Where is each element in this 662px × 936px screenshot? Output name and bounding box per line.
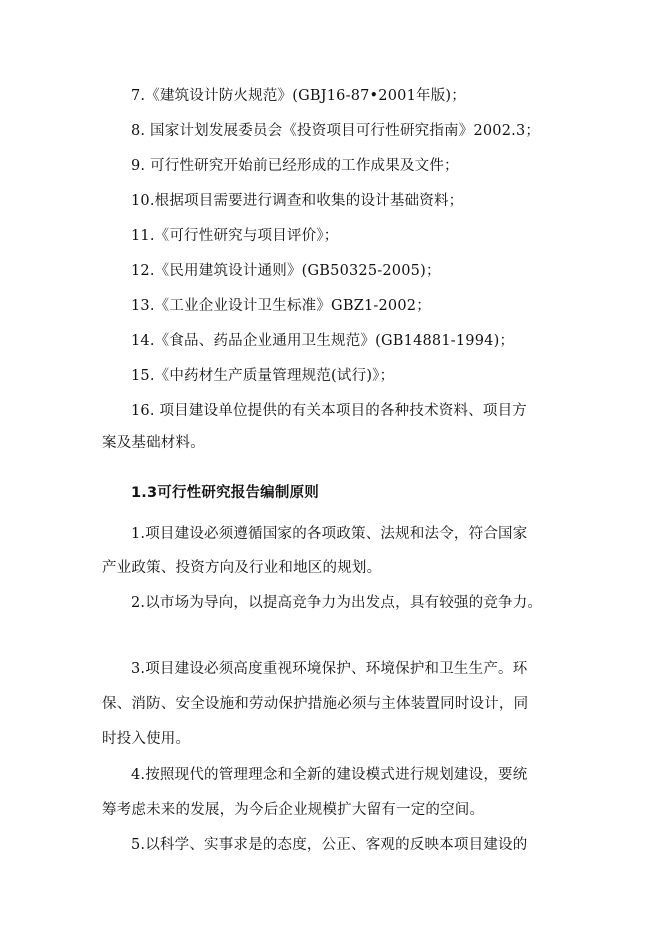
reference-item-10: 10.根据项目需要进行调查和收集的设计基础资料； — [131, 193, 464, 209]
reference-item-16-continued: 案及基础材料。 — [102, 435, 205, 451]
principle-1: 1.项目建设必须遵循国家的各项政策、法规和法令，符合国家 — [131, 526, 528, 542]
reference-item-11: 11.《可行性研究与项目评价》； — [131, 228, 339, 244]
principle-1-continued: 产业政策、投资方向及行业和地区的规划。 — [102, 560, 382, 576]
principle-2: 2.以市场为导向，以提高竞争力为出发点，具有较强的竞争力。 — [131, 595, 543, 611]
reference-item-12: 12.《民用建筑设计通则》(GB50325-2005)； — [131, 263, 441, 279]
principle-3: 3.项目建设必须高度重视环境保护、环境保护和卫生生产。环 — [131, 661, 528, 677]
principle-4-continued: 筹考虑未来的发展，为今后企业规模扩大留有一定的空间。 — [102, 802, 485, 818]
principle-3-continued: 保、消防、安全设施和劳动保护措施必须与主体装置同时设计，同 — [102, 696, 529, 712]
principle-5: 5.以科学、实事求是的态度，公正、客观的反映本项目建设的 — [131, 837, 528, 853]
reference-item-9: 9. 可行性研究开始前已经形成的工作成果及文件； — [131, 158, 459, 174]
reference-item-13: 13.《工业企业设计卫生标准》GBZ1-2002； — [131, 298, 431, 314]
principle-4: 4.按照现代的管理理念和全新的建设模式进行规划建设，要统 — [131, 767, 528, 783]
section-heading: 1.3可行性研究报告编制原则 — [131, 485, 319, 501]
reference-item-7: 7.《建筑设计防火规范》(GBJ16-87•2001年版)； — [131, 88, 466, 104]
reference-item-8: 8. 国家计划发展委员会《投资项目可行性研究指南》2002.3； — [131, 123, 541, 139]
reference-item-14: 14.《食品、药品企业通用卫生规范》(GB14881-1994)； — [131, 333, 515, 349]
reference-item-15: 15.《中药材生产质量管理规范(试行)》； — [131, 368, 395, 384]
reference-item-16: 16. 项目建设单位提供的有关本项目的各种技术资料、项目方 — [131, 403, 527, 419]
principle-3-continued-2: 时投入使用。 — [102, 731, 191, 747]
